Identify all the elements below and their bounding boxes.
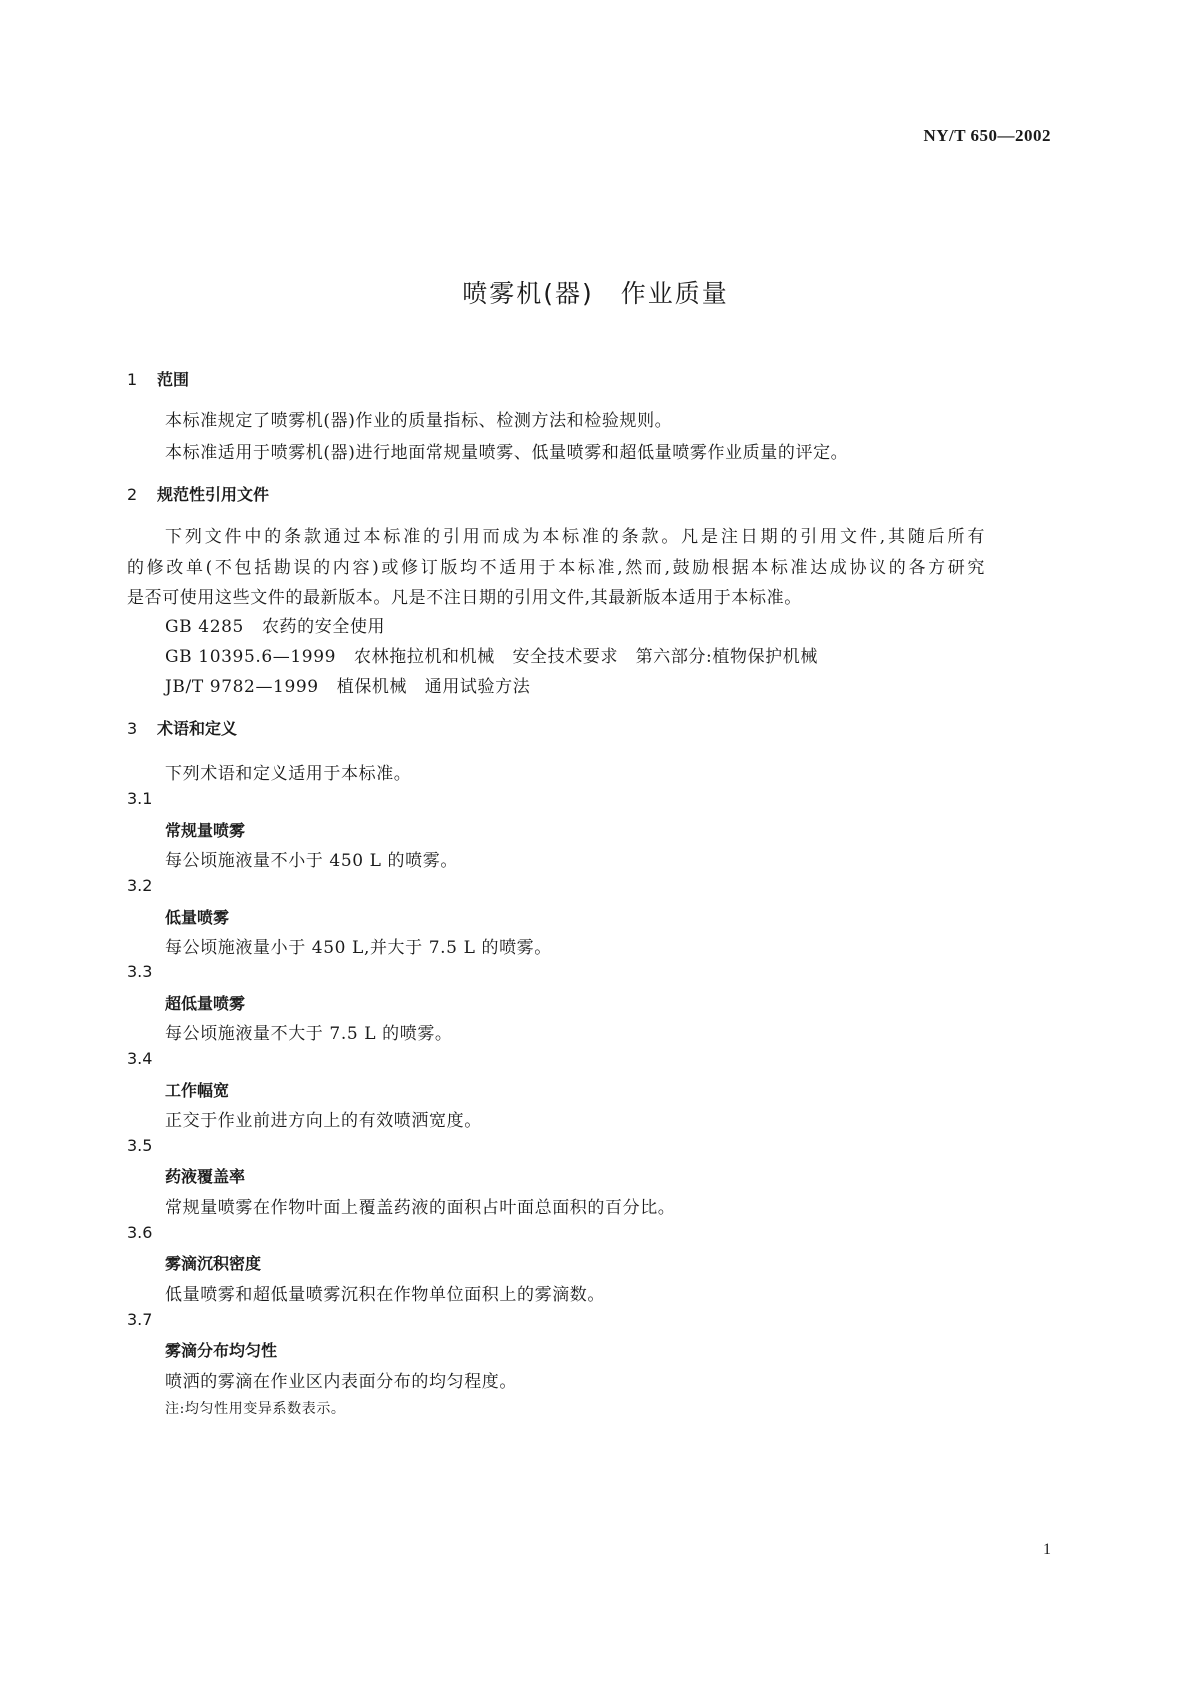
reference-code: GB 10395.6—1999 <box>165 647 337 667</box>
document-title: 喷雾机(器) 作业质量 <box>462 279 729 308</box>
section-number: 1 <box>127 370 138 389</box>
section-3-heading <box>127 716 237 739</box>
term-definition: 每公顷施液量不小于 450 L 的喷雾。 <box>165 851 458 871</box>
term-number: 3.7 <box>127 1310 153 1329</box>
term-number: 3.4 <box>127 1049 153 1068</box>
section-2-line-3: 是否可使用这些文件的最新版本。凡是不注日期的引用文件,其最新版本适用于本标准。 <box>127 588 802 608</box>
term-definition: 每公顷施液量不大于 7.5 L 的喷雾。 <box>165 1024 453 1044</box>
section-2-line-1: 下列文件中的条款通过本标准的引用而成为本标准的条款。凡是注日期的引用文件,其随后所有 <box>165 527 985 547</box>
normative-reference <box>165 672 530 697</box>
term-definition: 常规量喷雾在作物叶面上覆盖药液的面积占叶面总面积的百分比。 <box>165 1198 676 1218</box>
section-2-line-2: 的修改单(不包括勘误的内容)或修订版均不适用于本标准,然而,鼓励根据本标准达成协议的各方研究 <box>127 558 985 578</box>
term-number: 3.1 <box>127 789 153 808</box>
term-number: 3.3 <box>127 962 153 981</box>
term-number: 3.2 <box>127 876 153 895</box>
section-number: 2 <box>127 485 138 504</box>
section-title: 术语和定义 <box>157 719 238 738</box>
term-name: 常规量喷雾 <box>165 821 246 840</box>
section-title: 规范性引用文件 <box>157 485 270 504</box>
reference-title: 农药的安全使用 <box>261 617 386 637</box>
section-title: 范围 <box>157 370 190 389</box>
reference-title: 农林拖拉机和机械 安全技术要求 第六部分:植物保护机械 <box>354 647 818 667</box>
reference-code: JB/T 9782—1999 <box>165 677 319 697</box>
section-1-paragraph-1: 本标准规定了喷雾机(器)作业的质量指标、检测方法和检验规则。 <box>165 411 673 431</box>
section-1-heading <box>127 367 189 390</box>
term-name: 雾滴分布均匀性 <box>165 1341 278 1360</box>
page-number: 1 <box>1043 1541 1051 1558</box>
term-name: 超低量喷雾 <box>165 994 246 1013</box>
term-definition: 低量喷雾和超低量喷雾沉积在作物单位面积上的雾滴数。 <box>165 1285 605 1305</box>
section-3-intro: 下列术语和定义适用于本标准。 <box>165 764 412 784</box>
section-2-heading <box>127 482 269 505</box>
term-name: 工作幅宽 <box>165 1081 230 1100</box>
section-number: 3 <box>127 719 138 738</box>
term-definition: 喷洒的雾滴在作业区内表面分布的均匀程度。 <box>165 1372 517 1392</box>
normative-reference <box>165 612 385 637</box>
term-name: 雾滴沉积密度 <box>165 1254 262 1273</box>
term-number: 3.6 <box>127 1223 153 1242</box>
term-note: 注:均匀性用变异系数表示。 <box>165 1401 346 1417</box>
standard-code: NY/T 650—2002 <box>923 126 1051 145</box>
term-number: 3.5 <box>127 1136 153 1155</box>
term-definition: 正交于作业前进方向上的有效喷洒宽度。 <box>165 1111 482 1131</box>
term-name: 药液覆盖率 <box>165 1167 246 1186</box>
reference-code: GB 4285 <box>165 617 244 637</box>
term-name: 低量喷雾 <box>165 908 230 927</box>
term-definition: 每公顷施液量小于 450 L,并大于 7.5 L 的喷雾。 <box>165 938 552 958</box>
normative-reference <box>165 642 818 667</box>
reference-title: 植保机械 通用试验方法 <box>336 677 531 697</box>
section-1-paragraph-2: 本标准适用于喷雾机(器)进行地面常规量喷雾、低量喷雾和超低量喷雾作业质量的评定。 <box>165 443 849 463</box>
